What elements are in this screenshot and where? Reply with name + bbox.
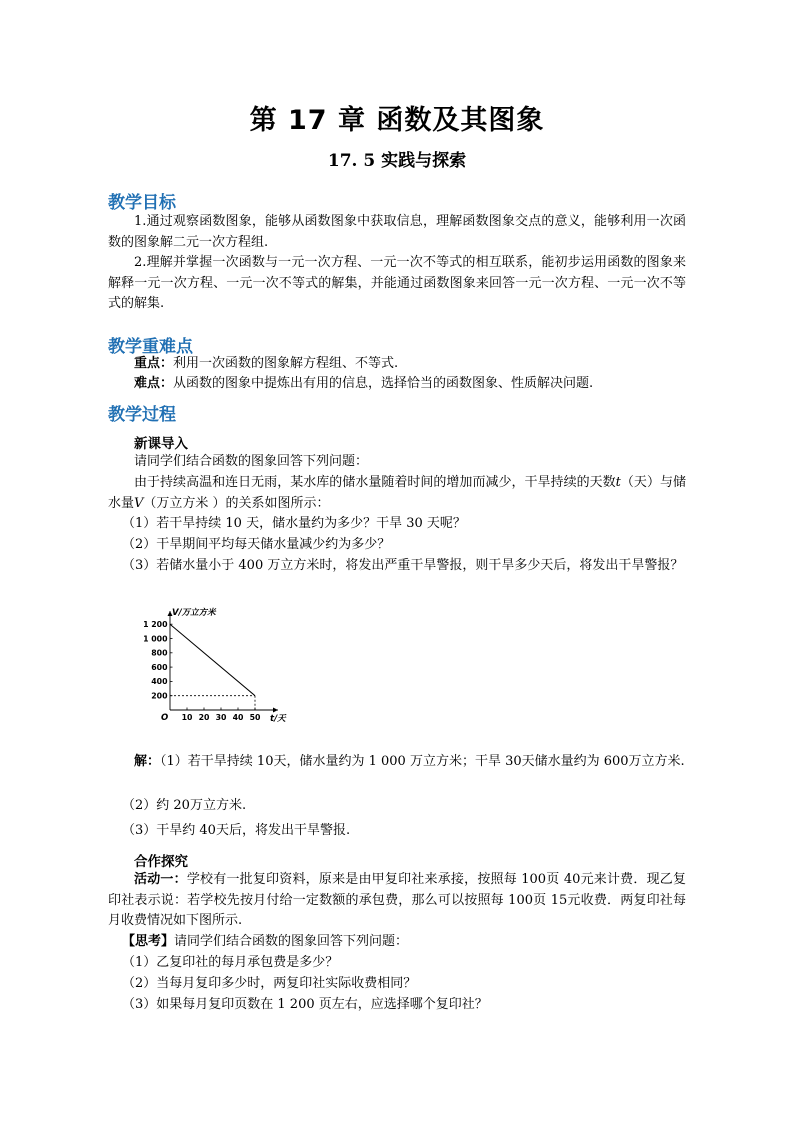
hard-point-label: 难点： [134, 376, 174, 391]
question-2: （2）干旱期间平均每天储水量减少约为多少？ [122, 537, 391, 552]
y-tick-label: 800 [151, 648, 168, 658]
think-text: 请同学们结合函数的图象回答下列问题： [174, 934, 409, 949]
question-1: （1）若干旱持续 10 天，储水量约为多少？干旱 30 天呢？ [122, 516, 466, 531]
think-label: 【思考】 [122, 934, 175, 949]
answer-label: 解： [134, 754, 161, 769]
variable-t: t [615, 475, 621, 490]
question-3 [122, 556, 686, 577]
activity-label: 活动一： [134, 872, 187, 887]
x-tick-label: 20 [198, 713, 210, 722]
y-tick-label: 1 200 [143, 620, 168, 629]
key-point-text: 利用一次函数的图象解方程组、不等式. [173, 356, 399, 371]
intro-text-b: （天）与储水量 [108, 475, 686, 511]
question-3-text: （3）若储水量小于 400 万立方米时，将发出严重干旱警报，则干旱多少天后，将发出干旱警报？ [122, 558, 684, 573]
intro-text-a: 由于持续高温和连日无雨，某水库的储水量随着时间的增加而减少，干旱持续的天数 [134, 475, 616, 490]
think-line [122, 932, 686, 953]
activity-text: 学校有一批复印资料，原来是由甲复印社来承接，按照每 100页 40元来计费．现乙复印社表示说：若学校先按月付给一定数额的承包费，那么可以按照每 100页 15元收费．两复印社每月收费情况如下图所示. [108, 872, 686, 928]
series-line [170, 624, 255, 696]
storage-chart [138, 606, 286, 731]
goals-paragraph-2: 2.理解并掌握一次函数与一元一次方程、一元一次不等式的相互联系，能初步运用函数的图象来解释一元一次方程、一元一次不等式的解集，并能通过函数图象来回答一元一次方程、一元一次不等式的解集. [108, 255, 686, 311]
variable-v: V [134, 495, 144, 511]
y-tick-label: 200 [151, 691, 168, 701]
think-question-3: （3）如果每月复印页数在 1 200 页左右，应选择哪个复印社？ [122, 997, 488, 1012]
intro-lead: 请同学们结合函数的图象回答下列问题： [134, 454, 369, 469]
x-axis-label: t/天 [270, 714, 286, 724]
goals-paragraph-1: 1.通过观察函数图象，能够从函数图象中获取信息，理解函数图象交点的意义，能够利用一次函数的图象解二元一次方程组. [108, 214, 686, 250]
answer-3: （3）干旱约 40天后，将发出干旱警报. [122, 823, 351, 838]
answer-1 [108, 752, 686, 773]
x-axis-arrow [273, 708, 278, 713]
x-tick-label: 40 [232, 713, 244, 722]
intro-text-c: （万立方米 ）的关系如图所示： [143, 495, 330, 511]
y-tick-label: 400 [151, 677, 168, 687]
y-tick-label: 1 000 [143, 634, 168, 644]
goals-heading: 教学目标 [108, 193, 176, 213]
key-point-line [134, 354, 686, 375]
y-tick-label: 600 [151, 662, 168, 672]
think-question-1: （1）乙复印社的每月承包费是多少？ [122, 955, 339, 970]
hard-point-line [134, 374, 686, 395]
intro-heading: 新课导入 [134, 436, 188, 452]
answer-2: （2）约 20万立方米. [122, 798, 247, 813]
key-point-label: 重点： [134, 356, 174, 371]
intro-description [108, 473, 686, 514]
section-title: 17. 5 实践与探索 [327, 151, 467, 171]
y-axis-label: V/万立方米 [172, 608, 216, 619]
x-tick-label: 10 [181, 713, 193, 722]
activity-one [108, 870, 686, 932]
key-points-heading: 教学重难点 [108, 337, 193, 357]
coop-heading: 合作探究 [134, 854, 188, 870]
x-tick-label: 50 [249, 713, 261, 722]
answer-1-text: （1）若干旱持续 10天，储水量约为 1 000 万立方米；干旱 30天储水量约为 600万立方米. [160, 754, 685, 769]
hard-point-text: 从函数的图象中提炼出有用的信息，选择恰当的函数图象、性质解决问题. [173, 376, 594, 391]
origin-label: O [161, 713, 169, 723]
think-question-2: （2）当每月复印多少时，两复印社实际收费相同？ [122, 976, 417, 991]
x-tick-label: 30 [215, 713, 227, 722]
process-heading: 教学过程 [108, 405, 176, 425]
chapter-title: 第 17 章 函数及其图象 [249, 105, 545, 136]
